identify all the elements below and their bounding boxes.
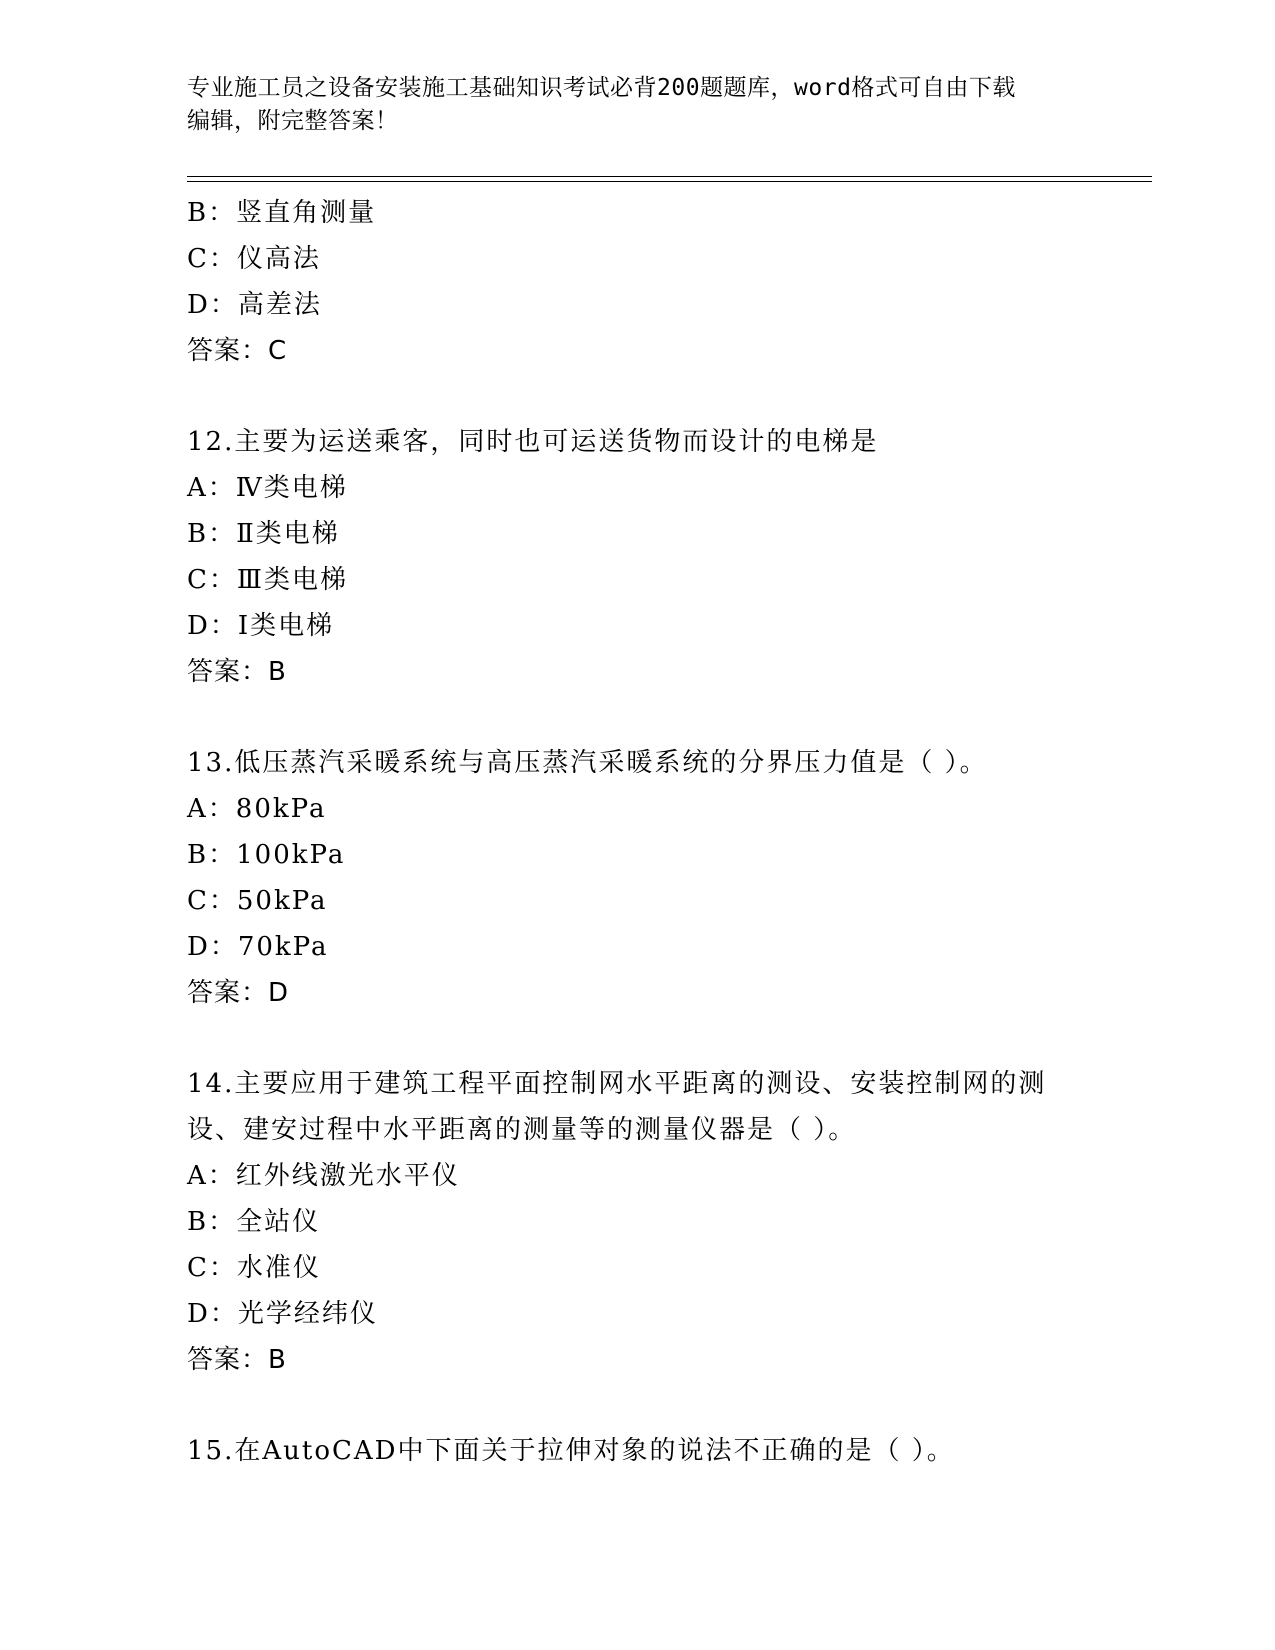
option-d: D：70kPa bbox=[187, 932, 329, 962]
question-text: 13.低压蒸汽采暖系统与高压蒸汽采暖系统的分界压力值是（ ）。 bbox=[187, 748, 988, 778]
option-c: C：仪高法 bbox=[187, 244, 321, 274]
option-d: D：高差法 bbox=[187, 290, 322, 320]
question-text: 15.在AutoCAD中下面关于拉伸对象的说法不正确的是（ ）。 bbox=[187, 1436, 955, 1466]
question-text: 12.主要为运送乘客，同时也可运送货物而设计的电梯是 bbox=[187, 427, 879, 457]
option-d: D：Ⅰ类电梯 bbox=[187, 611, 335, 641]
header-title-line-2: 编辑，附完整答案！ bbox=[187, 108, 399, 134]
question-text-line-1: 14.主要应用于建筑工程平面控制网水平距离的测设、安装控制网的测 bbox=[187, 1069, 1047, 1099]
option-b: B：全站仪 bbox=[187, 1207, 321, 1237]
question-14-block bbox=[187, 1061, 1117, 1383]
option-c: C：水准仪 bbox=[187, 1253, 321, 1283]
question-11-block bbox=[187, 190, 1117, 374]
option-b: B：竖直角测量 bbox=[187, 198, 377, 228]
question-text-line-2: 设、建安过程中水平距离的测量等的测量仪器是（ ）。 bbox=[187, 1115, 857, 1145]
question-list bbox=[187, 190, 1117, 1474]
answer-line: 答案：C bbox=[187, 336, 288, 366]
header-divider-top bbox=[187, 176, 1152, 177]
answer-line: 答案：B bbox=[187, 1345, 287, 1375]
option-b: B：Ⅱ类电梯 bbox=[187, 519, 340, 549]
header-divider-bottom bbox=[187, 181, 1152, 182]
option-a: A：Ⅳ类电梯 bbox=[187, 473, 348, 503]
option-a: A：80kPa bbox=[187, 794, 327, 824]
option-c: C：Ⅲ类电梯 bbox=[187, 565, 348, 595]
option-b: B：100kPa bbox=[187, 840, 346, 870]
option-d: D：光学经纬仪 bbox=[187, 1299, 378, 1329]
header-title-line-1: 专业施工员之设备安装施工基础知识考试必背200题题库，word格式可自由下载 bbox=[187, 75, 1016, 101]
question-15-block bbox=[187, 1428, 1117, 1474]
option-a: A：红外线激光水平仪 bbox=[187, 1161, 460, 1191]
option-c: C：50kPa bbox=[187, 886, 328, 916]
answer-line: 答案：B bbox=[187, 657, 287, 687]
document-header bbox=[187, 72, 1087, 138]
answer-line: 答案：D bbox=[187, 978, 290, 1008]
question-12-block bbox=[187, 419, 1117, 695]
question-13-block bbox=[187, 740, 1117, 1016]
